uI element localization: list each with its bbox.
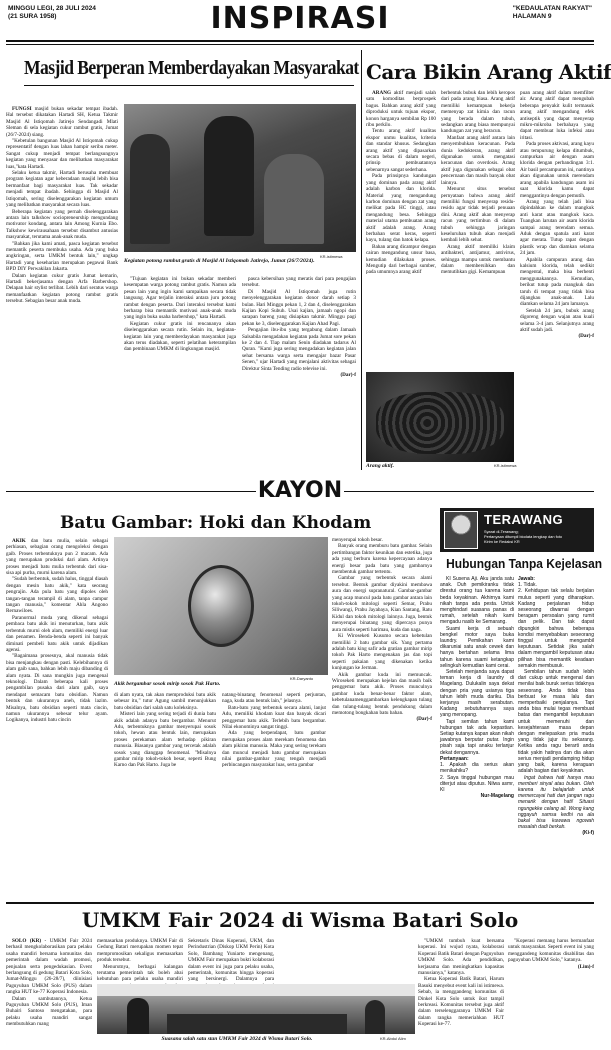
date-line: MINGGU LEGI, 28 JULI 2024: [8, 5, 96, 12]
umkm-headline: UMKM Fair 2024 di Wisma Batari Solo: [81, 908, 519, 932]
umkm-photo-caption: Suasana salah satu stan UMKM Fair 2024 di Wisma Batari Solo.: [161, 1036, 313, 1042]
umkm-column-1: [6, 938, 92, 1048]
masjid-photo-credit: KR-istimewa: [320, 254, 343, 259]
umkm-paragraph: Dalam sambutannya, Ketua Paguyuban UMKM Solo (PUS), Iman Buhairi Santoso mengatakan, para pelaku usaha mandiri sangat membutuhkan ruang: [6, 995, 92, 1028]
umkm-paragraph: Ketua Koperasi Batik Batari, Harum Basuki menyebut event kali ini istimewa. Sebab, ia menggandeng komunitas di Dinkel Kota Solo untuk ikut tampil berkreasi. Komunitas tersebut juga aktif dalam terselenggaranya UMKM Fair dalam rangka memeriahkan HUT Koperasi ke-77.: [418, 976, 504, 1028]
masthead-rule: [6, 40, 594, 42]
terawang-question: KI Susena Aji. Aku janda satu anak. Duh pemikiranku tidak direstui orang tua karena kami beda keyakinan. Akhirnya kami nikah tanpa ada pesta. Untuk menghindari suasana panas di rumah, setelah nikah kami mengadu nasib ke Semarang.: [440, 576, 514, 626]
masjid-paragraph: "Kebetulan bangunan Masjid Al Istiqomah cukup representatif dengan luas lahan hampir seribu meter. Sangat cukup menjadi tempat berlangsungnya kegiatan yang menyasar dan melibatkan masyarakat luas,"kata Hartadi.: [6, 138, 118, 170]
umkm-paragraph: "UMKM tumbuh kuat bersama koperasi. Ini wujud nyata, kolaborasi Koperasi Batik Batari dengan Paguyuban UMKM Solo. Ada pendidikan, kerjasama dan meningkatkan kapasitas manusianya," katanya.: [418, 938, 504, 977]
visitor-figure: [365, 1000, 385, 1034]
charcoal-pile: [376, 392, 504, 454]
umkm-column-3: [188, 938, 274, 982]
terawang-tagline-line: Syarat di-Terawang;: [484, 529, 519, 534]
kayon-photo-credit: KR-Daryanto: [290, 676, 314, 681]
kayon-headline: Batu Gambar: Hoki dan Khodam: [60, 513, 372, 533]
arang-paragraph: Pada proses aktivasi, arang kayu atau tempurung kelapa ditumbuk, campurkan air dengan asam klorida dengan perbandingan 3:1. Air basil percampuran ini, nantinya akan digunakan untuk merendam arang apabila kandungan asam ini saat klorida kamu dapat menggantinya dengan pemutih.: [520, 141, 594, 199]
kayon-paragraph: dan batu mulia, selain sebagai perhiasan, sebagian orang mengoleksi dengan gaib. Proses terbentuknya pun 2 macam. Ada yang merupakan produksi dari alam. Artinya proses menjadi batu mulia terbentuk dari sisa-sisa api purba, murni karena alam.: [6, 538, 109, 577]
terawang-answer: Sembilan tahun sudah lebih dari cukup untuk mengenal dan menilai baik buruk serius tidaknya seseorang. Anda tidak bisa berbuat ke masa lalu dan memperbaiki penjalanya. Tapi anda bisa mulai tegas membuat batas dan mengambil keputusan untuk memenuhi dan kesejahteraan masa depan dengan melepaskan pria muda yang tidak jujur itu sekarang. Ketika anda ragu berarti anda tidak yakin hatinya dan dia akan serius menjadi pendamping hidup yang baik, karena keraguan adalah bagian dari keyakinan.: [518, 669, 594, 775]
barber-figure: [204, 116, 254, 236]
tent-roof: [97, 984, 415, 996]
umkm-paragraph: "Koperasi memang harus bermanfaat untuk masyarakat. Seperti event ini yang menggandeng komunitas disabilitas dan paguyuban UMKM Solo," katanya.: [508, 938, 594, 964]
masjid-column-1: [6, 106, 118, 468]
kayon-column-1: [6, 538, 108, 898]
kayon-paragraph: Gambar yang terbentuk secara alami tersebut. Bentuk gambar diyakini membawa aura dan energi supranatural. Gambar-gambar yang acap muncul pada batu gambar antara lain tokoh-tokoh mitologi seperti Semar, Prabu Siliwangi, Prabu Jayabaya, Kian Santang, Ratu Kidul dan tokoh mitologi lainnya. Juga, bentuk menyerupai binatang yang dipercaya punya aura mistis seperti harimau, kuda dan naga.: [332, 575, 432, 633]
stall-table: [167, 1014, 347, 1034]
masjid-paragraph: masjid bukan sekadar tempat ibadah. Hal tersebut dikatakan Hartadi SH, Ketua Takmir Masjid Al Istiqomah Jatirejo Sendangadi Mlati Sleman di sela kegiatan cukur rambut gratis, Jumat (26/7-2024) siang.: [6, 106, 119, 138]
arang-signoff: (Dar)-f: [578, 333, 594, 340]
terawang-answer-column: [518, 576, 594, 898]
arang-column-3: [520, 90, 594, 468]
masjid-paragraph: Beberapa kegiatan yang pernah diselenggarakan antara lain talkshow sociopreneurship mengundang motivator kondang, antara lain Among Kurnia Ebo. Talkshow kewirausahaan tersebut disambut antusias masyarakat, terutama anak-anak muda.: [6, 208, 118, 241]
umkm-paragraph: - UMKM Fair 2024 berhasil mengkolaborasikan para pelaku usaha mandiri bersama komunitas dan pemerintah dalam wadah promosi, penjualan serta pengedukasian. Event berlangsung di gedung Batari Kota Solo, Jumat-Minggu (26-28/7), diinisiasi Paguyuban UMKM Solo (PUS) dalam rangka HUT ke-77 Koperasi Indonesia.: [6, 938, 93, 996]
seated-customer: [264, 154, 324, 244]
arang-paragraph: Tentu arang aktif kualitas ekspor unmu kualitas, kriteria dan standar khusus. Sedangkan arang aktif yang dipasarkan secara bebas di dalam negeri, prinsip pembuatannya sebenarnya sangat sederhana.: [366, 128, 436, 173]
masjid-paragraph: Kegiatan cukur gratis ini rencananya akan diselenggarakan secara rutin. Selain itu, kegiatan-kegiatan lain yang memberdayakan masyarakat juga akan terus diadakan, seperti pelatihan keterampilan dan pembinaan UMKM di lingkungan masjid.: [124, 320, 236, 353]
kayon-photo-caption: Akik bergambar sosok mirip sosok Pak Harto.: [114, 681, 221, 687]
terawang-answer: Ingat bahwa hati hanya mau memberi sinyal atau bukan. Oleh karena itu belajarlah untuk memercayai hati dan jangan ragu menarik dengan hati! Situasi ngungekke celang ali. Wong kang nggayuh samsa kedhi na ala bakal bisa kuwawa ngowah masalah dadi berkah.: [518, 774, 594, 831]
arang-dateline: ARANG: [372, 90, 392, 96]
umkm-signoff: (Lim)-f: [577, 963, 594, 970]
terawang-question-item: 1. Apakah dia serius akan menikahiku?: [440, 762, 514, 775]
masjid-headline: Masjid Berperan Memberdayakan Masyarakat: [24, 58, 359, 79]
masjid-paragraph: pasca kebersihan yang meratis dari para pengajian tersebut.: [242, 276, 356, 289]
arang-paragraph: Apabila campuran arang dan kalsium klorida, telah sedikit mengental, maka bisa berhenti menggunakannya. Kemudian, berikut tutup pada mangkuk dan taruh di tempat yang tidak bisa dijangkau anak-anak. Lalu diamkan selama 24 jam lamanya.: [520, 256, 594, 308]
masjid-paragraph: "Tujuan kegiatan ini bukan sekadar memberi kesempatan warga potong rambut gratis. Namun ada pesan lain yang ingin kami sampaikan secara tidak langsung. Agar terjalin interaksi antara juru potong rambut dengan peserta. Dari interaksi tersebut kami berharap bisa memantik motivasi anak-anak muda yang ingin buka usaha barbershop," kata Hartadi.: [124, 276, 236, 321]
umkm-photo: [97, 984, 415, 1034]
masjid-paragraph: "Bahkan jika kami amati, pasca kegiatan tersebut memantik peserta membuka usaha. Ada yang buka angkringan, serta UMKM bentuk lain," ungkap Hartadi yang keseharian merupakan pegawai Bank BPD DIY Perwakilan Jakarta.: [6, 240, 118, 273]
masthead-rule-thin: [6, 44, 594, 45]
kayon-column-3: [222, 692, 326, 898]
masjid-signoff: (Dar)-f: [340, 372, 356, 379]
umkm-column-2: [97, 938, 183, 982]
arang-column-1: [366, 90, 436, 370]
kayon-paragraph: natang-binatang fenomenal seperti perjuntan, naga, kuda atau bentuk lain," jelasnya.: [222, 692, 326, 705]
terawang-questions-heading: Pertanyaan:: [440, 755, 469, 762]
kayon-paragraph: "Sudah berbentuk, sudah halus, tinggal diasah dengan mesin batu akik," kata seorang pengrajin. Ada pula batu yang dipoles oleh tangan-tangan terampil di alam, tanpa campur tangan manusia," komentar Ahla Angono Rernawiloes.: [6, 576, 108, 615]
arang-paragraph: Manfaat arang aktif antara lain menyembuhkan keracunan. Pada dunia kedokteran, arang aktif digunakan untuk mengatasi keracunan dan overdosis. Arang aktif juga digunakan sebagai obat pencernaan dan masih banyak obat lainnya.: [441, 134, 515, 186]
arang-headline: Cara Bikin Arang Aktif: [366, 60, 611, 84]
umkm-column-4: [418, 938, 504, 1048]
publisher-name: "KEDAULATAN RAKYAT": [512, 5, 592, 12]
arang-photo: [366, 372, 514, 462]
kayon-column-2: [114, 692, 216, 898]
terawang-tagline: [484, 529, 592, 544]
masjid-dateline: FUNGSI: [12, 106, 32, 112]
masjid-headline-underline: [24, 85, 354, 86]
terawang-question-column: [440, 576, 514, 898]
arang-paragraph: Bahan arang dicampur dengan cairan mengandung unsur basa, kemudian dilakukan proses. Mengutip dari berbagai sumber, pada umumnya arang aktif: [366, 243, 436, 276]
terawang-question: Suami kerja di sebuah bengkel motor saya buka laundry. Pemikahan kami dikaruniai satu anak cewek dan hanya bertahan selama lima tahun karena suami ketangkap selingkuh kemudian kami cerai.: [440, 625, 514, 669]
terawang-headline: Hubungan Tanpa Kejelasan: [446, 556, 603, 571]
section-divider: [6, 902, 594, 904]
kayon-rule-right: [344, 491, 594, 492]
kayon-paragraph: Misteri lain yang sering terjadi di dunia batu akik adalah adanya batu bergambar. Menurut Adu, terbentuknya gambar menyerupai sosok tokoh, hewan atau bentuk lain, merupakan proses perekaman alam terhadap pikiran manusia. Biasanya gambar yang tercetak adalah sosok yang dianggap fenomenal. "Misalnya gambar mirip tokoh-tokoh besar, seperti Bung Karno dan Pak Harto. Juga be: [114, 711, 216, 769]
kayon-photo: [114, 537, 328, 675]
arang-photo-credit: KR-istimewa: [494, 463, 517, 468]
arang-paragraph: Arang yang telah jadi bisa dipindahkan ke dalam mangkuk anti karat atau mangkuk kaca. Tuangkan larutan air asam klorida sampai arang terendam semua. Aduk dengan spatula anti karat agar merata. Tutup rapat dengan plastik wrap dan diamkan selama 24 jam.: [520, 198, 594, 257]
arang-column-2: [441, 90, 515, 370]
masjid-paragraph: Pengajian ibu-ibu yang tergabung dalam Jamaah Salsabila mengadakan kegiatan pada Jumat sore pekan ke 2 dan 4. Tiap malam Senin diadakan tadarus Al Quran. "Kami juga sering mengadakan kegiatan jalan sehat bersama warga serta mengajar bazar Pasar Senen," ujar Hartadi yang menjalani aktivitas sebagai Direktur Sinta Tending radio televise ini.: [242, 327, 356, 372]
umkm-dateline: SOLO (KR): [12, 938, 42, 944]
kayon-column-4: [332, 537, 432, 898]
umkm-paragraph: Menurutnya, berbagai kalangan terutama pemerintah tak boleh abai kebutuhan para pelaku usaha mandiri: [97, 963, 183, 983]
arang-paragraph: Arang aktif memiliki klaim antibakteri, antijamur, antivirus, sehingga mampu untuk membantu dalam membersihkan dan memutihkan gigi. Kemampuan: [441, 243, 515, 276]
terawang-avatar: [444, 511, 478, 549]
terawang-signature: Nur-Magelang: [480, 793, 514, 800]
masthead-publisher: [513, 5, 592, 21]
kayon-paragraph: Batu-batu yang terbentuk secara alami, lanjut Adu, memiliki khodam kuat dan banyak dicari penggemar batu akik. Terlebih batu bergambar. Nilai ekonominya sangat tinggi.: [222, 704, 326, 731]
kayon-paragraph: Ki Wiroseketi Kusumo secara kebetulan memiliki 2 batu gambar sik. Yang pertama adalah batu king safir ada gratian gambar mirip tokoh Pak Harto mengenakan jas dan topi seperti pakaian yang dikenakan ketika kunjungan ke Jerman.: [332, 633, 432, 672]
arang-paragraph: Setelah 24 jam, bubuk arang digoreng dengan wajan atau kuali selama 3-4 jam. Selanjutnya arang aktif sudah jadi.: [520, 307, 594, 334]
arang-photo-caption: Arang aktif.: [366, 463, 394, 469]
terawang-answer-signature: (Ki-f): [582, 830, 594, 837]
section-title: INSPIRASI: [210, 1, 390, 36]
kayon-paragraph: Ada yang berpendapat, batu gambar merupakan proses alam merekam fenomena dan alam pikiran manusia. Maka yang sering terekam dan muncul menjadi batu gambar merupakan nilai gambar-gambar yang tengah menjadi perbincangan masyarakat luas, serta gambar: [222, 730, 326, 769]
kayon-label: KAYON: [257, 478, 343, 503]
vertical-divider: [361, 50, 362, 470]
masjid-paragraph: Di Masjid Al Istiqomah juga rutin menyelenggarakan kegiatan donor darah setiap 3 bulan. Hari Minggu pekan 1, 2 dan 4, diselenggarakan Kajian Kopi Subuh. Usai kajian, jamaah ngopi dan sarapan bareng yang disiapkan takmir. Minggu pagi pekan ke 3, diselenggarakan Kajian Ahad Pagi.: [242, 288, 356, 327]
kayon-paragraph: Banyak orang memburu batu gambar. Selain pertimbangan faktor keunikan dan estetika, juga ada yang berburu karena kepercayaan adanya energi besar pada batu yang gambarnya membentuk gambar tertentu.: [332, 543, 432, 576]
masjid-paragraph: Dalam kegiatan cukur gratis Jumat kemarin, Hartadi bekerjasama dengan Arfa Barbershop. Delapan hair stylist terlibat. Lebih dari seratus warga memanfaatkan kegiatan potong rambut gratis tersebut. Sebagian besar anak muda.: [6, 272, 118, 305]
arang-paragraph: aktif menjadi salah satu komoditas berprospek bagus. Bahkan arang aktif yang diproduksi untuk tujuan ekspor, konon harganya sembilan Rp 100 ribu perkilo.: [366, 90, 437, 129]
kayon-signoff: (Dar)-f: [416, 716, 432, 723]
arang-paragraph: Pada prinsipnya kandungan yang dominan pada arang aktif adalah karbon dan klorida. Material yang mengandung karbon dominan dengan zat yang melikat pada HC tinggi, atau mengandung besa. Sehingga material utama pembuatan arang aktif adalah arang. Arang berbahan serat keras, seperti kayu, tulang dan batok kelapa.: [366, 173, 436, 244]
masjid-photo: [124, 104, 356, 252]
kayon-paragraph: di alam nyata, tak akan memproduksi batu akik sebesar itu," tutur Agung sambil menunjukkan batu obsidian dari salah satu koleksinya.: [114, 692, 216, 711]
akik-stone: [188, 565, 254, 647]
terawang-banner: [440, 508, 594, 552]
arang-paragraph: berbentuk bubuk dan lebih keropos dari pada arang biasa. Arang aktif memiliki kemampuan bekerja memenyap zat kimia dan racun yang berada dalam tubuh, sedangkan arang biasa mempunyai kandungan zat yang beracun.: [441, 90, 515, 135]
terawang-answer-heading: Jawab:: [518, 576, 535, 582]
terawang-answer: 1. Tidak.: [518, 582, 537, 589]
javanese-date-line: (21 SURA 1958): [8, 13, 57, 20]
umkm-photo-credit: KR-Abdul Alim: [380, 1036, 406, 1041]
kayon-paragraph: "Bagaimana prosesnya, akal manusia tidak bisa menjangkau dengan pasti. Kelebihannya di alam gaib sana, bahkan lebih maju dibanding di alam nyata. Di sana mungkin juga mengenal teknologi. Dalam beberapa kali proses pengambilan pusaka dari alam gaib, saya mendapat semacam batu obsidian. Namun bentuk dan ukurannya aneh, tidak lazim. Misalnya, batu obsidian seperti mata cincin, namun ukurannya sebesar telur ayam. Logikanya, industri batu cincin: [6, 653, 108, 724]
arang-paragraph: Menurut situs tersebut pernyataan bahwa arang aktif memiliki fungsi menyerap residu-residu agar tidak terjadi penuaan dini. Arang aktif akan menyerap racun yang tertimbun di dalam tubuh sehingga jaringan keseluruhan tubuh akan menjadi kembali lebih sehat.: [441, 186, 515, 244]
masjid-column-2: [124, 276, 236, 468]
umkm-paragraph: memasarkan produknya. UMKM Fair di Gedung Batari merupakan momen tepat mempromosikan sekaligus memasarkan produk tersebut.: [97, 938, 183, 964]
kayon-rule-left: [6, 491, 256, 492]
terawang-answer: 2. Kehidupan tak selalu berjalan mulus seperti yang diharapkan. Kadang perjalanan hidup seseorang diwarnai dengan beragam persoalan yang rumit dan pelik. Dan tak dapat dipungkiri bahwa beberapa kondisi menyebabkan seseorang tinggal untuk mengambil keputusan. Setidak jika salah dalam mengambil keputusan atau pilihan bisa memantik keadaan semakin membusuk.: [518, 588, 594, 669]
kayon-paragraph: Paranormal muda yang dikenal sebagai pembaca batu akik ini menuturkan, batu akik terbentuk murni oleh alam, memiliki energi luar dan penamen. Benda-benda seperti ini banyak diminati pembeli batu akik untuk dijadikan agensi.: [6, 614, 108, 653]
terawang-question-item: 2. Saya tinggal hubungan mau diterjut atau diputus. Nilwa asmr, Kl: [440, 774, 514, 793]
masjid-paragraph: Selaku ketua takmir, Hartadi berusaha membuat program kegiatan agar keberadaan masjid lebih bisa bermanfaat bagi masyarakat luas. Tak sekadar menjadi tempat ibadah. Sehingga di Masjid Al Istiqomah, sering diselenggarakan kegiatan umum yang melibatkan masyarakat secara luas.: [6, 170, 118, 209]
kayon-dateline: AKIK: [12, 538, 26, 544]
terawang-question: Setelah menjanda saya dapat teman kerja di laundry di Magelang. Dulukalin saya dekat dengan pria yang usianya tiga tahun lebih muda dariku. Dia kerjanya masih serabutan. Kadang sebutuhannya saya yang menopang.: [440, 669, 514, 719]
terawang-tagline-line: Pertanyaan ditumpil biodata lengkap dan foto: [484, 534, 563, 539]
umkm-paragraph: Sekretaris Dinas Koperasi, UKM, dan Perindustrian (Diskop UKM Perin) Kota Solo, Bambang Yuniarto mengenang, UMKM Fair merupakan bukti kolaborasi dalam event ini juga para pelaku usaha, pemerintah, komunitas hingga koperasi yang bersinergi. Dalamnya para: [188, 938, 274, 983]
terawang-label: TERAWANG: [484, 512, 564, 527]
terawang-question: Tapi semilan tahun kami hubungan tak ada kepastian. Setiap kutanya kapan akan nikah jawabnya berputar putar. Ingin pisah saja tapi anaku terlanjur dekat dengannya.: [440, 718, 514, 756]
umkm-column-5: [508, 938, 594, 1048]
masjid-column-3: [242, 276, 356, 468]
background-person: [130, 134, 170, 244]
kayon-paragraph: Akik gambar kuda ini memuncak. Wiroseketi merupakan kejelan dan masih baik penggemar batu akik. Proses munculnya gambar kuda benar-benar faktor alam, kebetulanamenggambarkan kelengkapan tulang dan tulang-tulang bentuk pendukung dalam memotong bongkahan batu bahan.: [332, 671, 432, 716]
kayon-paragraph: menyerupai tokoh besar.: [332, 537, 383, 543]
page-number: HALAMAN 9: [512, 13, 552, 20]
terawang-tagline-line: Kirim ke Redaksi KR: [484, 539, 520, 544]
masjid-photo-caption: Kegiatan potong rambut gratis di Masjid Al Istiqomah Jatirejo, Jumat (26/7/2024).: [124, 258, 315, 264]
arang-paragraph: puan arang aktif dalam memfilter air. Arang aktif dapat mengubah beberapa penyakit kulit termasuk arang aktif mengandung efek antiseptik yang dapat menyerap mikro-mikroba berbahaya yang dapat membuat luka infeksi atau iritasi.: [520, 90, 594, 141]
visitor-figure: [127, 998, 149, 1034]
